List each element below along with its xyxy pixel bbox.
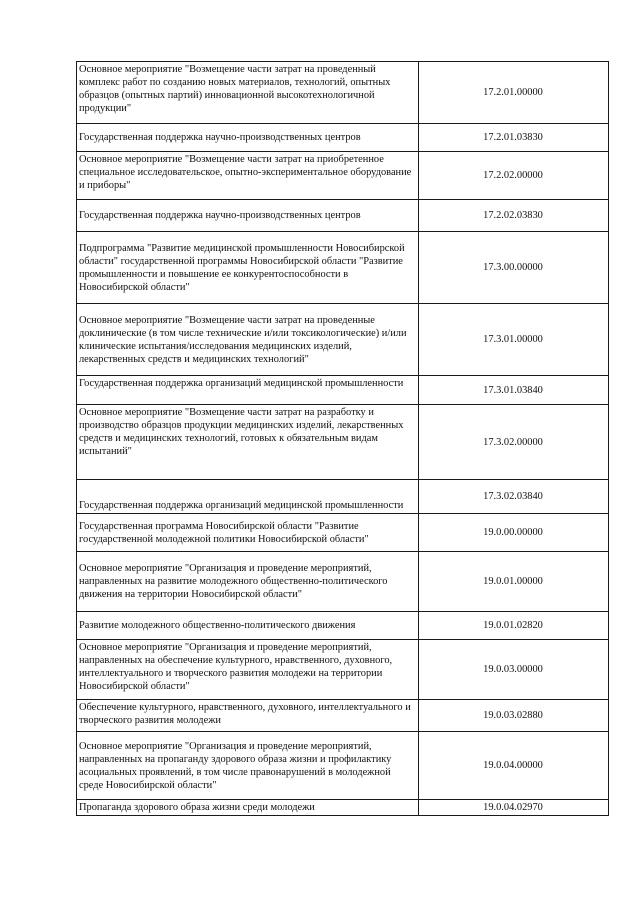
row-code: 17.3.01.03840	[419, 376, 609, 405]
row-name: Основное мероприятие "Организация и проведение мероприятий, направленных на развитие молодежного общественно-политического движения на территории Новосибирской области"	[77, 552, 419, 612]
row-name: Государственная программа Новосибирской области "Развитие государственной молодежной политики Новосибирской области"	[77, 514, 419, 552]
row-code: 19.0.03.00000	[419, 640, 609, 700]
row-name: Пропаганда здорового образа жизни среди молодежи	[77, 800, 419, 816]
table-row	[77, 552, 609, 612]
row-name: Развитие молодежного общественно-политического движения	[77, 612, 419, 640]
row-code: 19.0.01.02820	[419, 612, 609, 640]
table-row	[77, 612, 609, 640]
row-code: 17.3.01.00000	[419, 304, 609, 376]
row-code: 19.0.03.02880	[419, 700, 609, 732]
table-row	[77, 732, 609, 800]
table-row	[77, 200, 609, 232]
table-row	[77, 376, 609, 405]
table-row	[77, 152, 609, 200]
row-code: 17.2.01.00000	[419, 62, 609, 124]
budget-classification-table	[76, 61, 609, 816]
table-row	[77, 514, 609, 552]
table-row	[77, 640, 609, 700]
row-name: Основное мероприятие "Возмещение части затрат на разработку и производство образцов продукции медицинских изделий, лекарственных средств и медицинских технологий, готовых к обязательным видам испытаний"	[77, 405, 419, 480]
row-code: 17.3.02.03840	[419, 480, 609, 514]
row-code: 19.0.01.00000	[419, 552, 609, 612]
table-row	[77, 124, 609, 152]
row-code: 19.0.00.00000	[419, 514, 609, 552]
row-code: 17.3.02.00000	[419, 405, 609, 480]
row-name: Основное мероприятие "Возмещение части затрат на проведенный комплекс работ по созданию новых материалов, технологий, опытных образцов (опытных партий) инновационной высокотехнологичной продукции"	[77, 62, 419, 124]
row-name: Основное мероприятие "Возмещение части затрат на приобретенное специальное исследовательское, опытно-экспериментальное оборудование и приборы"	[77, 152, 419, 200]
table-row	[77, 405, 609, 480]
row-code: 19.0.04.00000	[419, 732, 609, 800]
row-code: 17.2.02.03830	[419, 200, 609, 232]
row-code: 17.2.01.03830	[419, 124, 609, 152]
table-row	[77, 800, 609, 816]
row-name: Государственная поддержка организаций медицинской промышленности	[77, 376, 419, 405]
table-row	[77, 480, 609, 514]
row-name: Основное мероприятие "Организация и проведение мероприятий, направленных на обеспечение культурного, нравственного, духовного, интеллектуального и творческого развития молодежи на территории Новосибирской области"	[77, 640, 419, 700]
table-row	[77, 700, 609, 732]
row-name: Обеспечение культурного, нравственного, духовного, интеллектуального и творческого развития молодежи	[77, 700, 419, 732]
row-code: 17.2.02.00000	[419, 152, 609, 200]
row-name: Государственная поддержка научно-производственных центров	[77, 200, 419, 232]
row-name: Государственная поддержка научно-производственных центров	[77, 124, 419, 152]
row-code: 17.3.00.00000	[419, 232, 609, 304]
row-name: Основное мероприятие "Организация и проведение мероприятий, направленных на пропаганду здорового образа жизни и профилактику асоциальных проявлений, в том числе правонарушений в молодежной среде Новосибирской области"	[77, 732, 419, 800]
table-row	[77, 304, 609, 376]
row-code: 19.0.04.02970	[419, 800, 609, 816]
table-row	[77, 62, 609, 124]
row-name: Государственная поддержка организаций медицинской промышленности	[77, 480, 419, 514]
row-name: Подпрограмма "Развитие медицинской промышленности Новосибирской области" государственной программы Новосибирской области "Развитие промышленности и повышение ее конкурентоспособности в Новосибирской области"	[77, 232, 419, 304]
table-row	[77, 232, 609, 304]
row-name: Основное мероприятие "Возмещение части затрат на проведенные доклинические (в том числе технические и/или токсикологические) и/или клинические испытания/исследования медицинских изделий, лекарственных средств и медицинских технологий"	[77, 304, 419, 376]
